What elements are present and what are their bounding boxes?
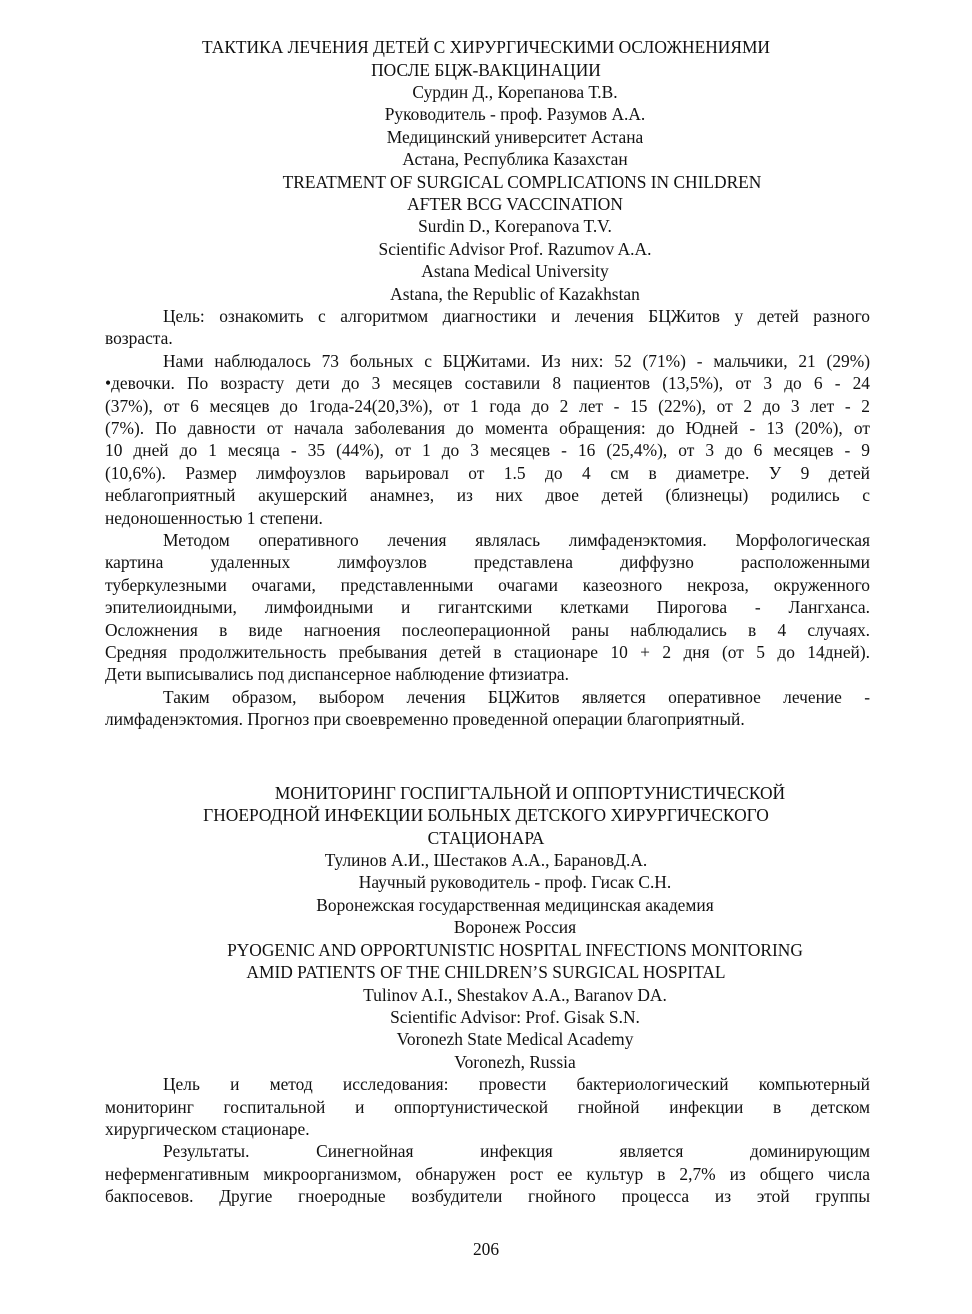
article-1-title-line-2: ПОСЛЕ БЦЖ-ВАКЦИНАЦИИ	[371, 60, 601, 80]
article-2-advisor-ru: Научный руководитель - проф. Гисак С.Н.	[358, 872, 672, 892]
article-2-body-line-5: неферменгативным микроорганизмом, обнаружен рост ее культур в 2,7% из общего числа	[105, 1164, 870, 1184]
article-1-body-line-17: Дети выписывались под диспансерное наблюдение фтизиатра.	[105, 664, 569, 684]
article-1-location-ru: Астана, Республика Казахстан	[402, 149, 628, 169]
article-1-advisor-en: Scientific Advisor Prof. Razumov A.A.	[378, 239, 652, 259]
article-1-body-line-15: Осложнения в виде нагноения послеоперационной раны наблюдались в 4 случаях.	[105, 620, 870, 640]
article-2-title-line-2: ГНОЕРОДНОЙ ИНФЕКЦИИ БОЛЬНЫХ ДЕТСКОГО ХИРУРГИЧЕСКОГО	[203, 805, 769, 825]
article-1-body-line-2: возраста.	[105, 328, 173, 348]
article-1-body-line-18: Таким образом, выбором лечения БЦЖитов является оперативное лечение -	[163, 687, 870, 707]
article-1-location-en: Astana, the Republic of Kazakhstan	[390, 284, 640, 304]
article-1-title-en-line-1: TREATMENT OF SURGICAL COMPLICATIONS IN CHILDREN	[282, 172, 762, 192]
article-1-body-line-14: эпителиоидными, лимфоидными и гигантскими клетками Пирогова - Лангханса.	[105, 597, 870, 617]
article-2-body-line-4: Результаты. Синегнойная инфекция является доминирующим	[163, 1141, 870, 1161]
article-1-body-line-6: (7%). По давности от начала заболевания до момента обращения: до Юдней - 13 (20%), от	[105, 418, 870, 438]
article-2-authors-ru: Тулинов А.И., Шестаков А.А., БарановД.А.	[324, 850, 648, 870]
page-number: 206	[472, 1239, 500, 1259]
article-2-body-line-1: Цель и метод исследования: провести бактериологический компьютерный	[163, 1074, 870, 1094]
article-1-body-line-12: картина удаленных лимфоузлов представлена диффузно расположенными	[105, 552, 870, 572]
article-2-location-en: Voronezh, Russia	[454, 1052, 576, 1072]
article-1-body-line-5: (37%), от 6 месяцев до 1года-24(20,3%), от 1 года до 2 лет - 15 (22%), от 2 до 3 лет - 2	[105, 396, 870, 416]
article-1-title-en-line-2: AFTER BCG VACCINATION	[407, 194, 623, 214]
article-2-title-en-line-1: PYOGENIC AND OPPORTUNISTIC HOSPITAL INFECTIONS MONITORING	[227, 940, 803, 960]
article-2-institution-ru: Воронежская государственная медицинская академия	[316, 895, 714, 915]
article-1-title-line-1: ТАКТИКА ЛЕЧЕНИЯ ДЕТЕЙ С ХИРУРГИЧЕСКИМИ ОСЛОЖНЕНИЯМИ	[202, 37, 770, 57]
article-2-authors-en: Tulinov A.I., Shestakov A.A., Baranov DA.	[363, 985, 667, 1005]
article-1-body-line-9: неблагоприятный акушерский анамнез, из них двое детей (близнецы) родились с	[105, 485, 870, 505]
article-2-institution-en: Voronezh State Medical Academy	[396, 1029, 634, 1049]
article-1-institution-en: Astana Medical University	[421, 261, 609, 281]
article-1-body-line-19: лимфаденэктомия. Прогноз при своевременно проведенной операции благоприятный.	[105, 709, 745, 729]
article-1-authors-ru: Сурдин Д., Корепанова Т.В.	[412, 82, 618, 102]
article-2-body-line-2: мониторинг госпитальной и оппортунистической гнойной инфекции в детском	[105, 1097, 870, 1117]
article-2-advisor-en: Scientific Advisor: Prof. Gisak S.N.	[390, 1007, 640, 1027]
article-1-body-line-16: Средняя продолжительность пребывания детей в стационаре 10 + 2 дня (от 5 до 14дней).	[105, 642, 870, 662]
article-1-body-line-10: недоношенностью 1 степени.	[105, 508, 323, 528]
article-1-body-line-3: Нами наблюдалось 73 больных с БЦЖитами. Из них: 52 (71%) - мальчики, 21 (29%)	[163, 351, 870, 371]
article-1-body-line-7: 10 дней до 1 месяца - 35 (44%), от 1 до 3 месяцев - 16 (25,4%), от 3 до 6 месяцев - 9	[105, 440, 870, 460]
article-2-title-en-line-2: AMID PATIENTS OF THE CHILDREN’S SURGICAL HOSPITAL	[246, 962, 726, 982]
article-2-location-ru: Воронеж Россия	[453, 917, 577, 937]
article-1-body-line-13: туберкулезными очагами, представленными очагами казеозного некроза, окруженного	[105, 575, 870, 595]
article-1-authors-en: Surdin D., Korepanova T.V.	[418, 216, 612, 236]
article-1-body-line-11: Методом оперативного лечения являлась лимфаденэктомия. Морфологическая	[163, 530, 870, 550]
article-2-title-line-1: МОНИТОРИНГ ГОСПИГТАЛЬНОЙ И ОППОРТУНИСТИЧЕСКОЙ	[274, 783, 786, 803]
article-1-body-line-8: (10,6%). Размер лимфоузлов варьировал от 1.5 до 4 см в диаметре. У 9 детей	[105, 463, 870, 483]
article-2-title-line-3: СТАЦИОНАРА	[427, 828, 545, 848]
article-2-body-line-6: бакпосевов. Другие гноеродные возбудители гнойного процесса из этой группы	[105, 1186, 870, 1206]
article-1-institution-ru: Медицинский университет Астана	[386, 127, 644, 147]
article-1-advisor-ru: Руководитель - проф. Разумов А.А.	[384, 104, 646, 124]
article-1-body-line-4: •девочки. По возрасту дети до 3 месяцев составили 8 пациентов (13,5%), от 3 до 6 - 24	[105, 373, 870, 393]
article-1-body-line-1: Цель: ознакомить с алгоритмом диагностики и лечения БЦЖитов у детей разного	[163, 306, 870, 326]
article-2-body-line-3: хирургическом стационаре.	[105, 1119, 310, 1139]
